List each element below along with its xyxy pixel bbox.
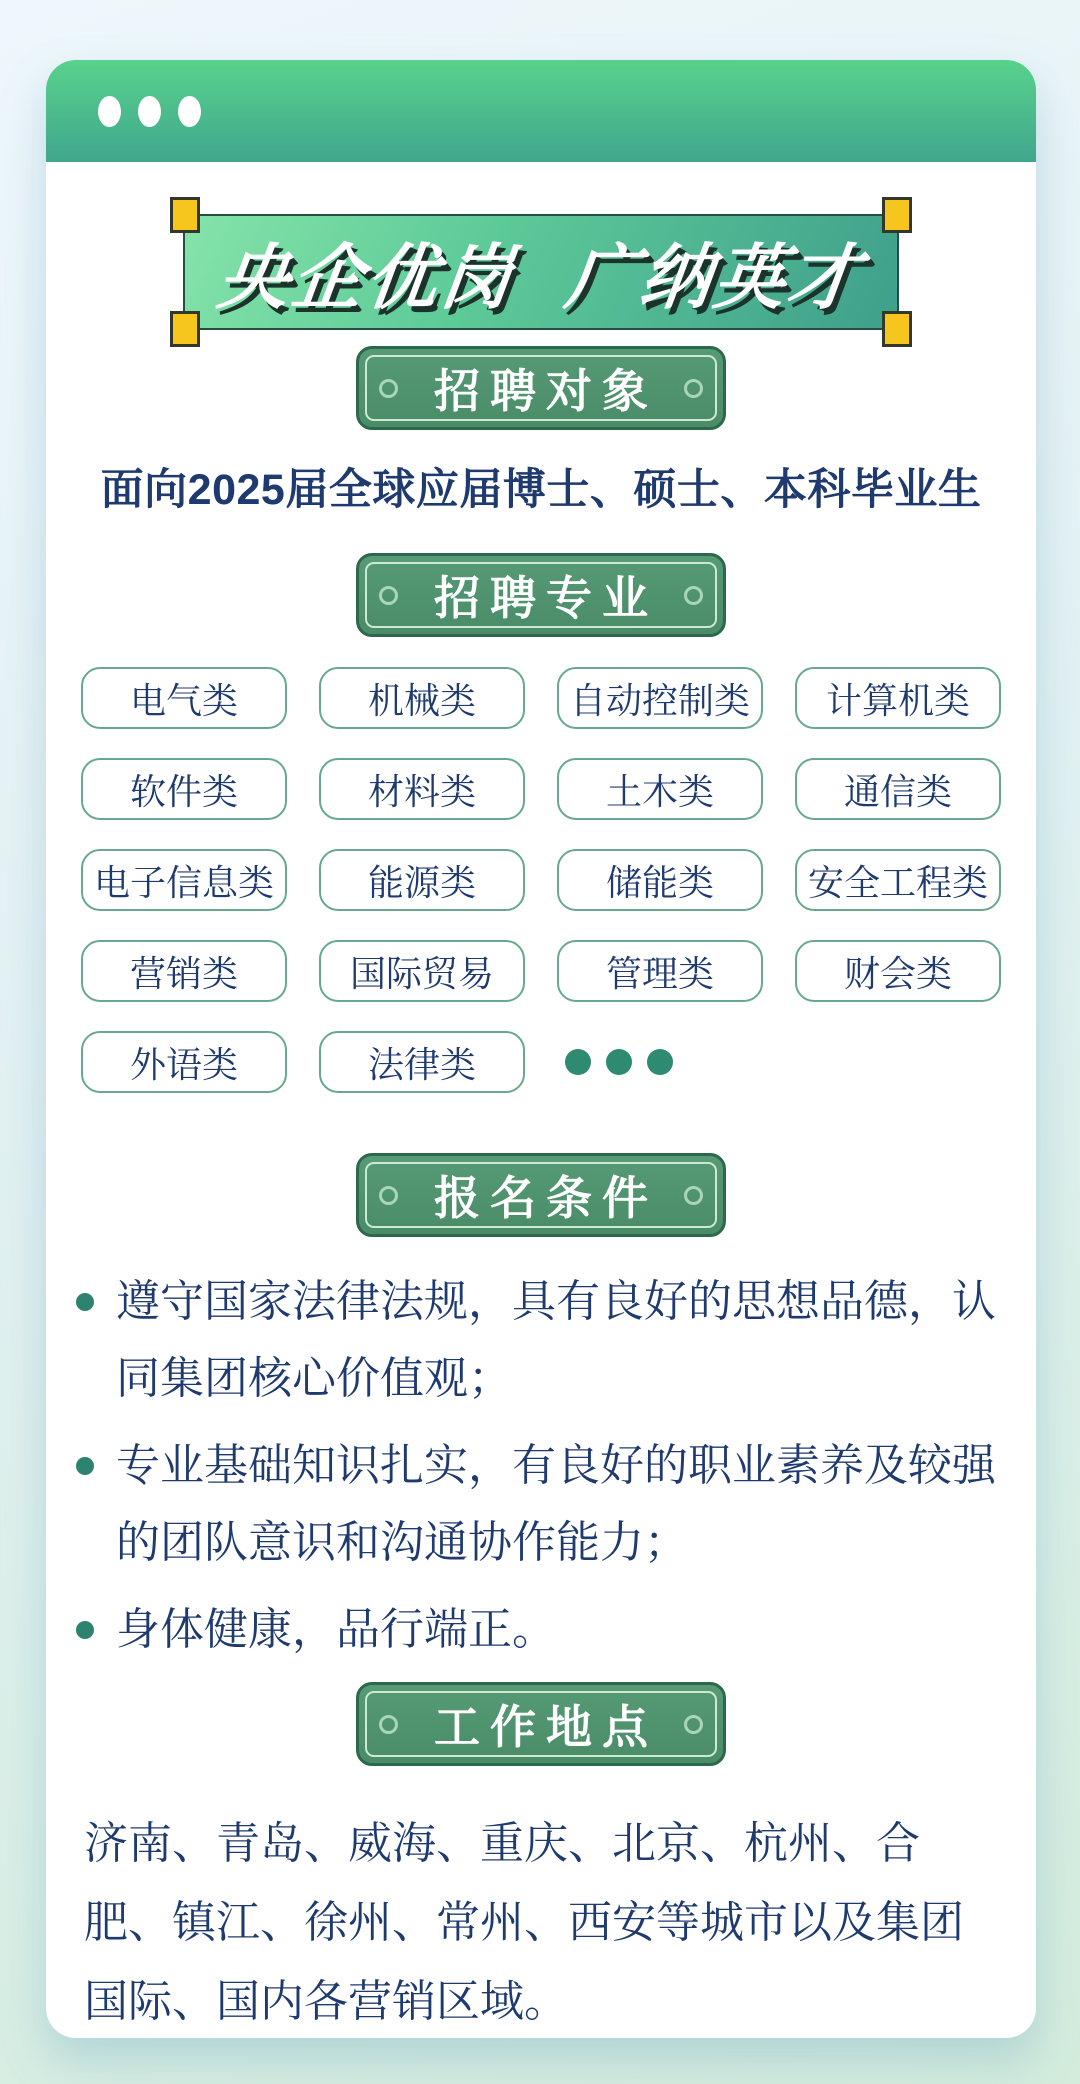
list-item [74,1263,1008,1417]
major-tag: 土木类 [557,758,763,820]
section-badge-conditions [356,1153,726,1237]
majors-grid [81,667,1001,1093]
bullet-dot-icon [76,1293,94,1311]
condition-text: 专业基础知识扎实，有良好的职业素养及较强的团队意识和沟通协作能力； [116,1441,996,1567]
condition-text: 身体健康，品行端正。 [116,1605,556,1654]
major-tag: 计算机类 [795,667,1001,729]
banner-corner-decoration [882,197,912,233]
screw-icon [684,1186,703,1205]
screw-icon [379,586,398,605]
condition-text: 遵守国家法律法规，具有良好的思想品德，认同集团核心价值观； [116,1277,996,1403]
ellipsis-dot [606,1049,632,1075]
section-badge-majors [356,553,726,637]
conditions-list [74,1263,1008,1668]
major-tag: 财会类 [795,940,1001,1002]
list-item [74,1591,1008,1668]
major-tag: 营销类 [81,940,287,1002]
screw-icon [684,1715,703,1734]
major-tag: 管理类 [557,940,763,1002]
list-item [74,1427,1008,1581]
ellipsis-dot [565,1049,591,1075]
window-dot-icon [178,96,201,127]
ellipsis-dots-icon [557,1031,763,1093]
major-tag: 电子信息类 [81,849,287,911]
major-tag: 法律类 [319,1031,525,1093]
window-dot-icon [98,96,121,127]
work-locations-text: 济南、青岛、威海、重庆、北京、杭州、合肥、镇江、徐州、常州、西安等城市以及集团国际、国内各营销区域。 [84,1819,964,2027]
window-dot-icon [138,96,161,127]
poster-card [46,60,1036,2038]
ellipsis-dot [647,1049,673,1075]
section-badge-target [356,346,726,430]
major-tag: 安全工程类 [795,849,1001,911]
window-title-bar [46,60,1036,162]
banner-corner-decoration [882,311,912,347]
section-badge-location [356,1682,726,1766]
main-title-left: 央企优岗 [213,239,520,318]
major-tag: 能源类 [319,849,525,911]
bullet-dot-icon [76,1621,94,1639]
bullet-dot-icon [76,1457,94,1475]
major-tag: 储能类 [557,849,763,911]
major-tag: 机械类 [319,667,525,729]
major-tag: 通信类 [795,758,1001,820]
banner-corner-decoration [170,197,200,233]
banner-corner-decoration [170,311,200,347]
major-tag: 国际贸易 [319,940,525,1002]
screw-icon [379,1715,398,1734]
section-badge-label: 报名条件 [434,1172,658,1224]
major-tag: 软件类 [81,758,287,820]
section-badge-label: 工作地点 [434,1701,658,1753]
section-badge-label: 招聘专业 [434,572,658,624]
major-tag: 材料类 [319,758,525,820]
screw-icon [379,1186,398,1205]
screw-icon [684,379,703,398]
target-audience-text: 面向2025届全球应届博士、硕士、本科毕业生 [100,466,982,514]
major-tag: 自动控制类 [557,667,763,729]
major-tag: 外语类 [81,1031,287,1093]
screw-icon [379,379,398,398]
screw-icon [684,586,703,605]
section-badge-label: 招聘对象 [434,365,658,417]
major-tag: 电气类 [81,667,287,729]
main-title-right: 广纳英才 [561,239,868,318]
main-title-banner [183,214,899,330]
